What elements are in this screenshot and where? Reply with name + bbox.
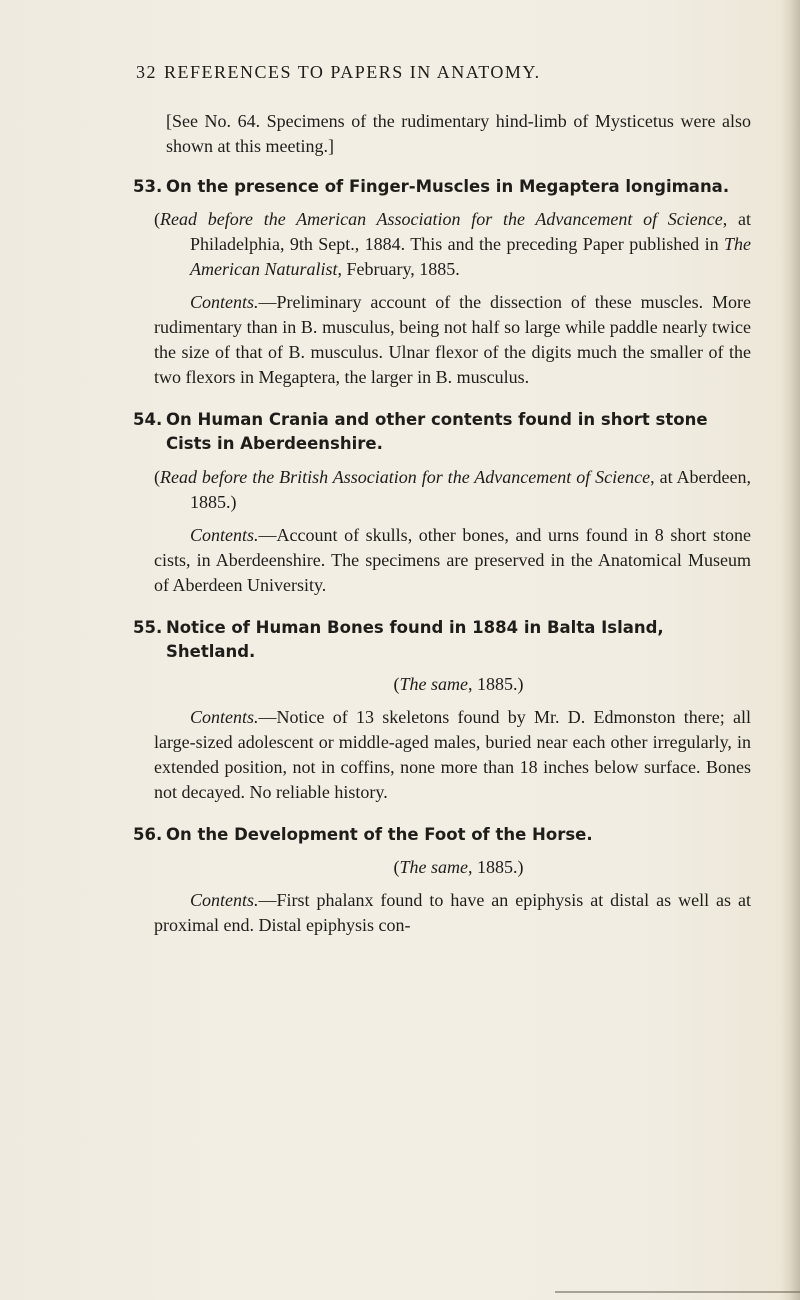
entry-53 [133, 175, 751, 390]
contents-text: —Preliminary account of the dissection of these muscles. More rudimentary than in B. musculus, being not half so large while paddle nearly twice the size of that of B. musculus. Ulnar flexor of the digits much the smaller of the two flexors in Megaptera, the larger in B. musculus. [154, 292, 751, 387]
entry-source: (The same, 1885.) [393, 674, 524, 694]
contents-label: Contents. [190, 890, 259, 910]
page-edge-shadow [780, 0, 800, 1300]
entry-number: 55. [133, 618, 163, 637]
bottom-rule [555, 1291, 800, 1293]
source-text: , 1885.) [468, 674, 524, 694]
source-italic: Read before the American Association for the Advancement of Science [160, 209, 723, 229]
entry-title-text: On the presence of Finger-Muscles in Megaptera longimana. [166, 177, 730, 196]
entry-55 [133, 616, 751, 805]
entry-title [133, 616, 751, 664]
entry-title-text: On the Development of the Foot of the Horse. [166, 825, 593, 844]
entry-source: (Read before the American Association for the Advancement of Science, at Philadelphia, 9th Sept., 1884. This and the preceding Paper published in The American Naturalist, February, 1885. [154, 209, 751, 279]
entry-source: (Read before the British Association for the Advancement of Science, at Aberdeen, 1885.) [154, 467, 751, 512]
entry-source: (The same, 1885.) [393, 857, 524, 877]
contents-label: Contents. [190, 292, 259, 312]
entry-number: 54. [133, 410, 163, 429]
entry-56 [133, 823, 751, 938]
entry-title-text: Notice of Human Bones found in 1884 in Balta Island, Shetland. [166, 618, 664, 661]
journal-name: The American Naturalist [190, 234, 751, 279]
entry-title [133, 175, 751, 199]
page-content [133, 108, 751, 938]
source-italic: The same [399, 674, 468, 694]
source-italic: Read before the British Association for the Advancement of Science [160, 467, 651, 487]
source-text: , at Philadelphia, 9th Sept., 1884. This and the preceding Paper published in [190, 209, 751, 254]
source-text: , 1885.) [468, 857, 524, 877]
entry-contents [154, 523, 751, 598]
contents-text: —Notice of 13 skeletons found by Mr. D. Edmonston there; all large-sized adolescent or middle-aged males, buried near each other irregularly, in extended position, not in coffins, none more than 18 inches below surface. Bones not decayed. No reliable history. [154, 707, 751, 802]
page-header [136, 62, 541, 83]
contents-text: —Account of skulls, other bones, and urns found in 8 short stone cists, in Aberdeenshire. The specimens are preserved in the Anatomical Museum of Aberdeen University. [154, 525, 751, 595]
source-italic: The same [399, 857, 468, 877]
entry-54 [133, 408, 751, 598]
page-number: 32 [136, 62, 157, 82]
running-head: REFERENCES TO PAPERS IN ANATOMY. [164, 62, 541, 82]
source-tail: , February, 1885. [337, 259, 460, 279]
contents-label: Contents. [190, 525, 259, 545]
entry-contents [154, 705, 751, 805]
entry-contents [154, 888, 751, 938]
contents-label: Contents. [190, 707, 259, 727]
entry-title [133, 408, 751, 456]
entry-number: 53. [133, 177, 163, 196]
entry-number: 56. [133, 825, 163, 844]
entry-title-text: On Human Crania and other contents found in short stone Cists in Aberdeenshire. [166, 410, 708, 453]
entry-contents [154, 290, 751, 390]
entry-title [133, 823, 751, 847]
intro-note: [See No. 64. Specimens of the rudimentary hind-limb of Mysticetus were also shown at this meeting.] [166, 111, 751, 156]
source-text: , at Aberdeen, 1885.) [190, 467, 751, 512]
contents-text: —First phalanx found to have an epiphysis at distal as well as at proximal end. Distal epiphysis con- [154, 890, 751, 935]
